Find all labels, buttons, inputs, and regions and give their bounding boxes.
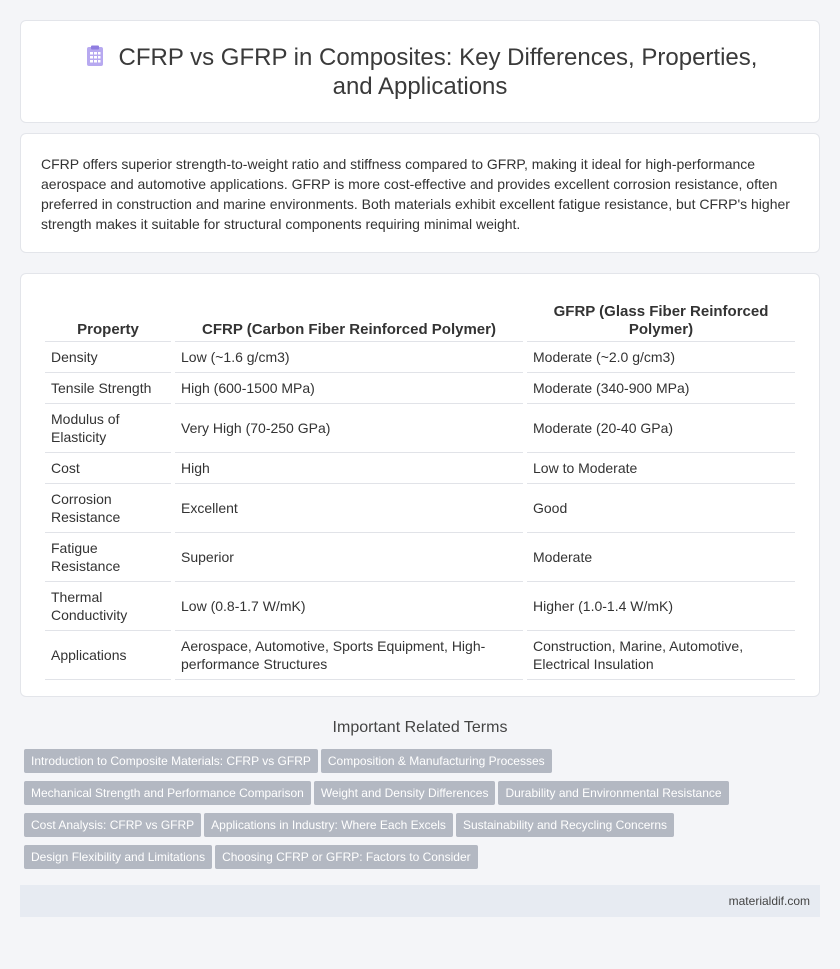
column-header-cfrp: CFRP (Carbon Fiber Reinforced Polymer) <box>175 294 523 342</box>
footer-site-link[interactable]: materialdif.com <box>728 894 810 908</box>
gfrp-cell: Good <box>527 484 795 533</box>
comparison-table-card <box>20 273 820 697</box>
header-card <box>20 20 820 123</box>
cfrp-cell: High (600-1500 MPa) <box>175 373 523 404</box>
table-row <box>45 373 795 404</box>
related-term-tag[interactable]: Applications in Industry: Where Each Excels <box>204 813 453 837</box>
table-row <box>45 342 795 373</box>
related-term-tag[interactable]: Weight and Density Differences <box>314 781 496 805</box>
related-term-tag[interactable]: Choosing CFRP or GFRP: Factors to Consider <box>215 845 478 869</box>
page-title <box>61 43 779 101</box>
cfrp-cell: Very High (70-250 GPa) <box>175 404 523 453</box>
property-cell: Cost <box>45 453 171 484</box>
summary-card <box>20 133 820 253</box>
property-cell: Fatigue Resistance <box>45 533 171 582</box>
gfrp-cell: Higher (1.0-1.4 W/mK) <box>527 582 795 631</box>
cfrp-cell: Superior <box>175 533 523 582</box>
cfrp-cell: Low (~1.6 g/cm3) <box>175 342 523 373</box>
table-row <box>45 484 795 533</box>
related-term-tag[interactable]: Composition & Manufacturing Processes <box>321 749 552 773</box>
gfrp-cell: Construction, Marine, Automotive, Electrical Insulation <box>527 631 795 680</box>
related-term-tag[interactable]: Sustainability and Recycling Concerns <box>456 813 674 837</box>
table-row <box>45 404 795 453</box>
table-row <box>45 631 795 680</box>
table-row <box>45 453 795 484</box>
gfrp-cell: Moderate (20-40 GPa) <box>527 404 795 453</box>
table-header-row <box>45 294 795 342</box>
property-cell: Tensile Strength <box>45 373 171 404</box>
property-cell: Modulus of Elasticity <box>45 404 171 453</box>
property-cell: Thermal Conductivity <box>45 582 171 631</box>
related-term-tag[interactable]: Durability and Environmental Resistance <box>498 781 728 805</box>
table-row <box>45 582 795 631</box>
property-cell: Density <box>45 342 171 373</box>
gfrp-cell: Low to Moderate <box>527 453 795 484</box>
gfrp-cell: Moderate <box>527 533 795 582</box>
table-row <box>45 533 795 582</box>
related-term-tag[interactable]: Cost Analysis: CFRP vs GFRP <box>24 813 201 837</box>
related-term-tag[interactable]: Design Flexibility and Limitations <box>24 845 212 869</box>
property-cell: Applications <box>45 631 171 680</box>
comparison-table <box>41 294 799 680</box>
cfrp-cell: Excellent <box>175 484 523 533</box>
footer <box>20 885 820 917</box>
page-title-text: CFRP vs GFRP in Composites: Key Differences, Properties, and Applications <box>118 43 758 100</box>
clipboard-icon <box>83 44 107 68</box>
related-terms-tags <box>20 749 820 877</box>
gfrp-cell: Moderate (340-900 MPa) <box>527 373 795 404</box>
column-header-gfrp: GFRP (Glass Fiber Reinforced Polymer) <box>527 294 795 342</box>
related-term-tag[interactable]: Mechanical Strength and Performance Comparison <box>24 781 311 805</box>
gfrp-cell: Moderate (~2.0 g/cm3) <box>527 342 795 373</box>
property-cell: Corrosion Resistance <box>45 484 171 533</box>
related-term-tag[interactable]: Introduction to Composite Materials: CFRP vs GFRP <box>24 749 318 773</box>
cfrp-cell: Aerospace, Automotive, Sports Equipment, High-performance Structures <box>175 631 523 680</box>
related-terms-title: Important Related Terms <box>332 719 508 736</box>
column-header-property: Property <box>45 294 171 342</box>
summary-text: CFRP offers superior strength-to-weight ratio and stiffness compared to GFRP, making it ideal for high-performance aerospace and automotive applications. GFRP is more cost-effective and provides excellent corrosion resistance, often preferred in construction and marine environments. Both materials exhibit excellent fatigue resistance, but CFRP's higher strength makes it suitable for structural components requiring minimal weight. <box>41 156 790 232</box>
cfrp-cell: Low (0.8-1.7 W/mK) <box>175 582 523 631</box>
cfrp-cell: High <box>175 453 523 484</box>
